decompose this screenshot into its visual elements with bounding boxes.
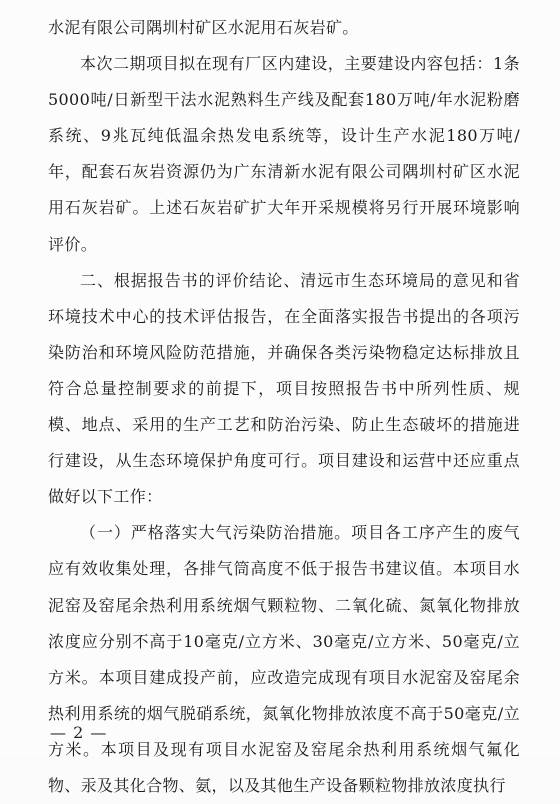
paragraph-3: 二、根据报告书的评价结论、清远市生态环境局的意见和省环境技术中心的技术评估报告，在全面落实报告书提出的各项污染防治和环境风险防范措施，并确保各类污染物稳定达标排放且符合总量控制要求的前提下，项目按照报告书中所列性质、规模、地点、采用的生产工艺和防治污染、防止生态破坏的措施进行建设，从生态环境保护角度可行。项目建设和运营中还应重点做好以下工作：: [48, 270, 520, 507]
document-body: [48, 10, 520, 804]
page-number: — 2 —: [50, 723, 108, 742]
paragraph-1: 水泥有限公司隅圳村矿区水泥用石灰岩矿。: [48, 18, 359, 37]
paragraph-4: （一）严格落实大气污染防治措施。项目各工序产生的废气应有效收集处理，各排气筒高度不低于报告书建议值。本项目水泥窑及窑尾余热利用系统烟气颗粒物、二氧化硫、氮氧化物排放浓度应分别不高于10毫克/立方米、30毫克/立方米、50毫克/立方米。本项目建成投产前，应改造完成现有项目水泥窑及窑尾余热利用系统的烟气脱硝系统，氮氧化物排放浓度不高于50毫克/立方米。本项目及现有项目水泥窑及窑尾余热利用系统烟气氟化物、汞及其化合物、氨，以及其他生产设备颗粒物排放浓度执行: [48, 523, 520, 795]
paragraph-2: 本次二期项目拟在现有厂区内建设，主要建设内容包括：1条5000吨/日新型干法水泥熟料生产线及配套180万吨/年水泥粉磨系统、9兆瓦纯低温余热发电系统等，设计生产水泥180万吨/年，配套石灰岩资源仍为广东清新水泥有限公司隅圳村矿区水泥用石灰岩矿。上述石灰岩矿扩大年开采规模将另行开展环境影响评价。: [48, 54, 520, 254]
